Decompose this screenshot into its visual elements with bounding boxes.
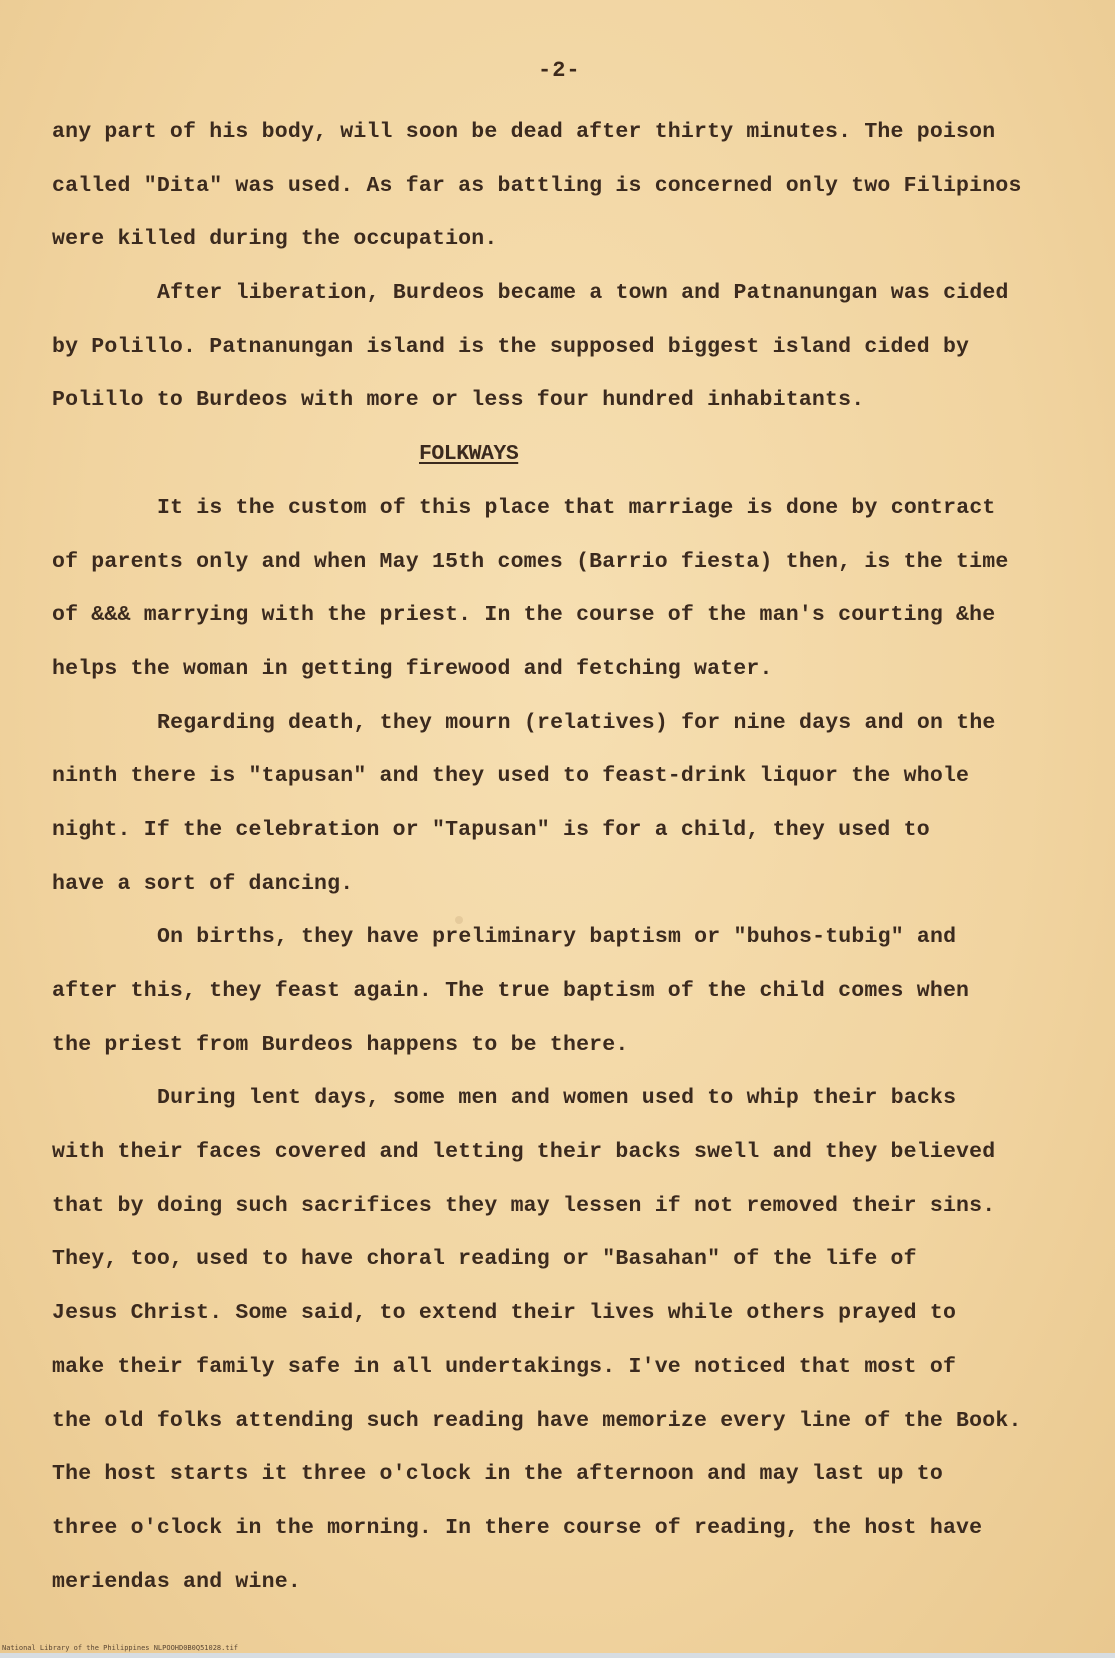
- text-line: ninth there is "tapusan" and they used to feast-drink liquor the whole: [52, 764, 970, 789]
- text-line: meriendas and wine.: [52, 1569, 301, 1594]
- text-line: Regarding death, they mourn (relatives) for nine days and on the: [157, 710, 996, 735]
- text-line: Polillo to Burdeos with more or less four hundred inhabitants.: [52, 388, 865, 413]
- text-line: helps the woman in getting firewood and fetching water.: [52, 656, 773, 681]
- text-line: called "Dita" was used. As far as battling is concerned only two Filipinos: [52, 173, 1022, 198]
- text-line: three o'clock in the morning. In there course of reading, the host have: [52, 1515, 983, 1540]
- text-line: make their family safe in all undertakings. I've noticed that most of: [52, 1354, 957, 1379]
- text-line: that by doing such sacrifices they may lessen if not removed their sins.: [52, 1193, 996, 1218]
- text-line: The host starts it three o'clock in the afternoon and may last up to: [52, 1462, 943, 1487]
- text-line: After liberation, Burdeos became a town and Patnanungan was cided: [157, 281, 1009, 306]
- text-line: of &&& marrying with the priest. In the course of the man's courting &he: [52, 603, 996, 628]
- text-line: by Polillo. Patnanungan island is the supposed biggest island cided by: [52, 334, 970, 359]
- text-line: night. If the celebration or "Tapusan" is for a child, they used to: [52, 817, 930, 842]
- text-line: the old folks attending such reading have memorize every line of the Book.: [52, 1408, 1022, 1433]
- text-line: after this, they feast again. The true baptism of the child comes when: [52, 979, 970, 1003]
- text-line: with their faces covered and letting their backs swell and they believed: [52, 1140, 996, 1165]
- footer-bar: [0, 1653, 1115, 1658]
- section-heading: FOLKWAYS: [419, 442, 519, 467]
- text-line: the priest from Burdeos happens to be there.: [52, 1032, 629, 1057]
- scan-footer: National Library of the Philippines NLPOOHD0B0Q51028.tif: [2, 1644, 239, 1652]
- text-line: It is the custom of this place that marriage is done by contract: [157, 495, 996, 520]
- text-line: During lent days, some men and women used to whip their backs: [157, 1086, 957, 1111]
- text-line: have a sort of dancing.: [52, 871, 354, 896]
- text-line: any part of his body, will soon be dead after thirty minutes. The poison: [52, 120, 996, 144]
- text-line: They, too, used to have choral reading or "Basahan" of the life of: [52, 1247, 917, 1272]
- text-line: were killed during the occupation.: [52, 227, 498, 252]
- typed-text-body: [52, 106, 1072, 1609]
- text-line: On births, they have preliminary baptism or "buhos-tubig" and: [157, 925, 957, 950]
- text-line: of parents only and when May 15th comes (Barrio fiesta) then, is the time: [52, 549, 1009, 574]
- page-number: -2-: [538, 58, 581, 83]
- text-line: Jesus Christ. Some said, to extend their lives while others prayed to: [52, 1301, 957, 1326]
